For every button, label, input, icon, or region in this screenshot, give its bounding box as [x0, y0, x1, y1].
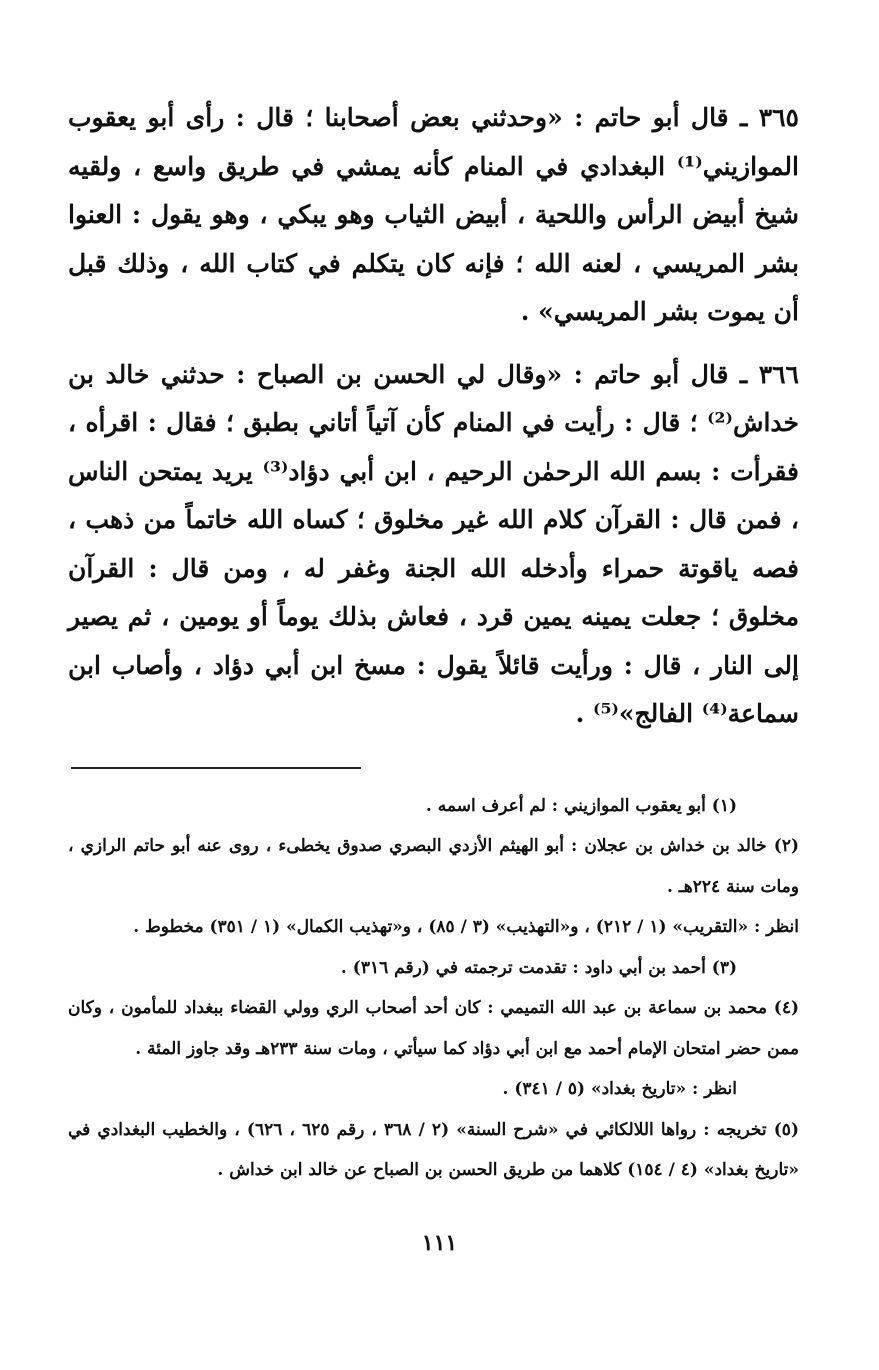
- footnote-4-reference: انظر : «تاريخ بغداد» (٥ / ٣٤١) .: [502, 1079, 737, 1099]
- main-text: [68, 94, 799, 739]
- footnotes: [68, 786, 799, 1191]
- footnote-separator: [71, 767, 361, 769]
- footnote-1: (١) أبو يعقوب الموازيني : لم أعرف اسمه .: [425, 795, 737, 816]
- footnote-3: (٣) أحمد بن أبي داود : تقدمت ترجمته في (رقم ٣١٦) .: [340, 957, 737, 978]
- page-number: ١١١: [421, 1230, 458, 1256]
- footnote-4: (٤) محمد بن سماعة بن عبد الله التميمي : كان أحد أصحاب الري وولي القضاء ببغداد للمأمون ، وكان ممن حضر امتحان الإمام أحمد مع ابن أبي دؤاد كما سيأتي ، ومات سنة ٢٣٣هـ وقد جاوز المئة .: [68, 998, 799, 1059]
- footnote-5: (٥) تخريجه : رواها اللالكائي في «شرح السنة» (٢ / ٣٦٨ ، رقم ٦٢٥ ، ٦٢٦) ، والخطيب البغدادي في «تاريخ بغداد» (٤ / ١٥٤) كلاهما من طريق الحسن بن الصباح عن خالد ابن خداش .: [68, 1119, 799, 1180]
- paragraph-365: ٣٦٥ ـ قال أبو حاتم : «وحدثني بعض أصحابنا ؛ قال : رأى أبو يعقوب الموازيني⁽¹⁾ البغدادي في المنام كأنه يمشي في طريق واسع ، ولقيه شيخ أبيض الرأس واللحية ، أبيض الثياب وهو يبكي ، وهو يقول : العنوا بشر المريسي ، لعنه الله ؛ فإنه كان يتكلم في كتاب الله ، وذلك قبل أن يموت بشر المريسي» .: [68, 103, 799, 326]
- footnote-2-reference: انظر : «التقريب» (١ / ٢١٢) ، و«التهذيب» (٣ / ٨٥) ، و«تهذيب الكمال» (١ / ٣٥١) مخطوط .: [133, 917, 799, 937]
- paragraph-366: ٣٦٦ ـ قال أبو حاتم : «وقال لي الحسن بن الصباح : حدثني خالد بن خداش⁽²⁾ ؛ قال : رأيت في المنام كأن آتياً أتاني بطبق ؛ فقال : اقرأه ، فقرأت : بسم الله الرحمٰن الرحيم ، ابن أبي دؤاد⁽³⁾ يريد يمتحن الناس ، فمن قال : القرآن كلام الله غير مخلوق ؛ كساه الله خاتماً من ذهب ، فصه ياقوتة حمراء وأدخله الله الجنة وغفر له ، ومن قال : القرآن مخلوق ؛ جعلت يمينه يمين قرد ، فعاش بذلك يوماً أو يومين ، ثم يصير إلى النار ، قال : ورأيت قائلاً يقول : مسخ ابن أبي دؤاد ، وأصاب ابن سماعة⁽⁴⁾ الفالج»⁽⁵⁾ .: [68, 359, 799, 728]
- footnote-2: (٢) خالد بن خداش بن عجلان : أبو الهيثم الأزدي البصري صدوق يخطىء ، روى عنه أبو حاتم الرازي ، ومات سنة ٢٢٤هـ .: [68, 836, 799, 897]
